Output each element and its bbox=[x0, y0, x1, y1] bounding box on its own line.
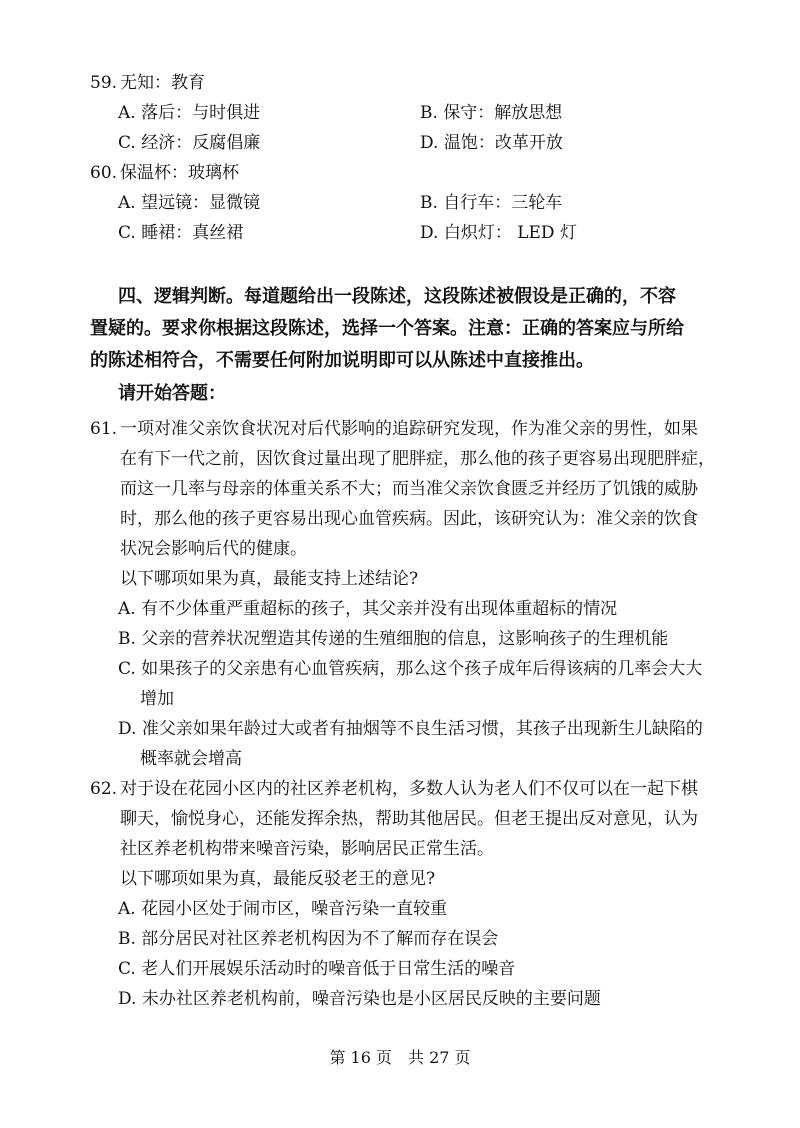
question-59-number: 59. bbox=[90, 73, 118, 93]
page-footer: 第 16 页 共 27 页 bbox=[329, 1048, 471, 1067]
question-62-option-b: B. 部分居民对社区养老机构因为不了解而存在误会 bbox=[118, 929, 499, 949]
question-62-option-d: D. 未办社区养老机构前，噪音污染也是小区居民反映的主要问题 bbox=[118, 989, 601, 1009]
question-61-stem-line-1: 一项对准父亲饮食状况对后代影响的追踪研究发现，作为准父亲的男性，如果 bbox=[120, 419, 698, 439]
question-60-option-c: C. 睡裙：真丝裙 bbox=[118, 223, 244, 243]
question-60-option-a: A. 望远镜：显微镜 bbox=[118, 193, 261, 213]
question-62-stem-line-3: 社区养老机构带来噪音污染，影响居民正常生活。 bbox=[120, 839, 494, 859]
question-61-stem-line-5: 状况会影响后代的健康。 bbox=[120, 539, 307, 559]
question-61-option-a: A. 有不少体重严重超标的孩子，其父亲并没有出现体重超标的情况 bbox=[118, 599, 618, 619]
question-59-option-c: C. 经济：反腐倡廉 bbox=[118, 133, 261, 153]
section-4-line-1: 四、逻辑判断。每道题给出一段陈述，这段陈述被假设是正确的，不容 bbox=[118, 286, 676, 307]
question-60-option-d: D. 白炽灯： LED 灯 bbox=[420, 223, 577, 243]
question-61-stem-line-3: 而这一几率与母亲的体重关系不大；而当准父亲饮食匮乏并经历了饥饿的威胁 bbox=[120, 479, 698, 499]
question-61-question: 以下哪项如果为真，最能支持上述结论? bbox=[120, 569, 419, 589]
question-61-stem-line-4: 时，那么他的孩子更容易出现心血管疾病。因此，该研究认为：准父亲的饮食 bbox=[120, 509, 698, 529]
question-61-stem-line-2: 在有下一代之前，因饮食过量出现了肥胖症，那么他的孩子更容易出现肥胖症， bbox=[120, 449, 715, 469]
question-61-option-c: C. 如果孩子的父亲患有心血管疾病，那么这个孩子成年后得该病的几率会大大 bbox=[118, 659, 703, 679]
question-61-option-d-cont: 概率就会增高 bbox=[140, 749, 242, 769]
question-60-stem: 保温杯：玻璃杯 bbox=[120, 163, 239, 183]
question-59-option-b: B. 保守：解放思想 bbox=[420, 103, 563, 123]
question-59-stem: 无知：教育 bbox=[120, 73, 205, 93]
question-62-number: 62. bbox=[90, 779, 118, 799]
question-62-option-c: C. 老人们开展娱乐活动时的噪音低于日常生活的噪音 bbox=[118, 959, 516, 979]
section-4-line-3: 的陈述相符合，不需要任何附加说明即可以从陈述中直接推出。 bbox=[90, 350, 594, 371]
question-60-number: 60. bbox=[90, 163, 118, 183]
question-62-stem-line-2: 聊天，愉悦身心，还能发挥余热，帮助其他居民。但老王提出反对意见，认为 bbox=[120, 809, 698, 829]
question-62-stem-line-1: 对于设在花园小区内的社区养老机构，多数人认为老人们不仅可以在一起下棋 bbox=[120, 779, 698, 799]
question-61-option-c-cont: 增加 bbox=[140, 689, 174, 709]
question-62-option-a: A. 花园小区处于闹市区，噪音污染一直较重 bbox=[118, 899, 448, 919]
section-4-start: 请开始答题： bbox=[118, 383, 226, 404]
question-62-question: 以下哪项如果为真，最能反驳老王的意见? bbox=[120, 869, 436, 889]
question-59-option-a: A. 落后：与时俱进 bbox=[118, 103, 261, 123]
question-61-number: 61. bbox=[90, 419, 118, 439]
question-61-option-d: D. 准父亲如果年龄过大或者有抽烟等不良生活习惯，其孩子出现新生儿缺陷的 bbox=[118, 719, 703, 739]
section-4-line-2: 置疑的。要求你根据这段陈述，选择一个答案。注意：正确的答案应与所给 bbox=[90, 318, 684, 339]
question-59-option-d: D. 温饱：改革开放 bbox=[420, 133, 563, 153]
question-61-option-b: B. 父亲的营养状况塑造其传递的生殖细胞的信息，这影响孩子的生理机能 bbox=[118, 629, 669, 649]
question-60-option-b: B. 自行车：三轮车 bbox=[420, 193, 563, 213]
